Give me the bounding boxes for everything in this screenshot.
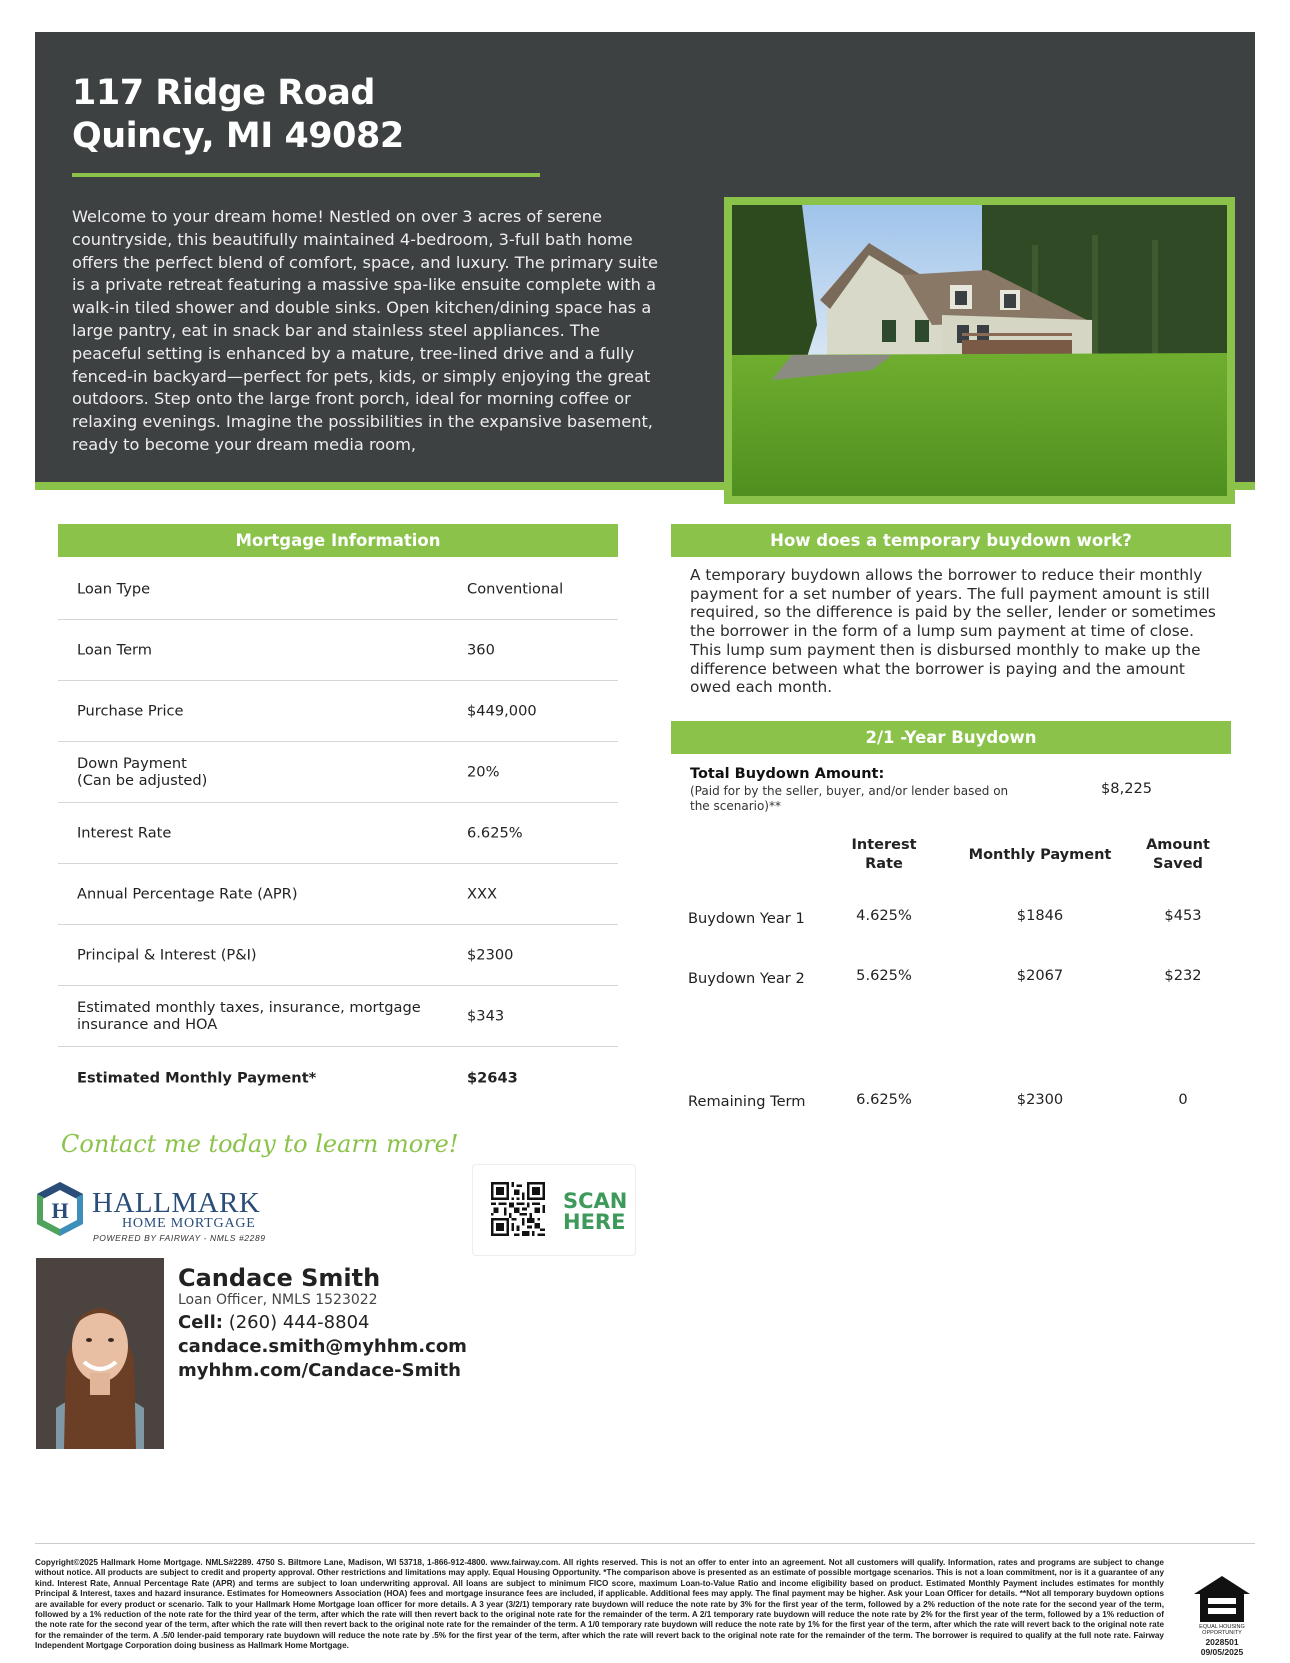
buydown-row-monthly: $2300 xyxy=(1016,1091,1064,1108)
legal-disclaimer: Copyright©2025 Hallmark Home Mortgage. NMLS#2289. 4750 S. Biltmore Lane, Madison, WI 53718, 1-866-912-4800. www.fairway.com. All rights reserved. This is not an offer to enter into an agreement. Not all customers will qualify. Information, rates and programs are subject to change without notice. All products are subject to credit and property approval. Other restrictions and limitations may apply. Equal Housing Opportunity. *The comparison above is presented as an estimate of possible mortgage scenarios. This is not a loan commitment, nor is it a guarantee of any kind. Interest Rate, Annual Percentage Rate (APR) and terms are subject to loan underwriting approval. All loans are subject to minimum FICO score, maximum Loan-to-Value Ratio and income eligibility based on product. Estimated Monthly Payment includes estimates for monthly Principal & Interest, taxes and hazard insurance. Estimates for Homeowners Association (HOA) fees and mortgage insurance fees are included, if applicable. Additional fees may apply. The final payment may be higher. Ask your Loan Officer for details. **Not all temporary buydown options are available for every product or scenario. Talk to your Hallmark Home Mortgage loan officer for more details. A 3 year (3/2/1) temporary rate buydown will reduce the note rate by 3% for the first year of the term, followed by a 2% reduction of the note rate for the second year of the term, followed by a 1% reduction of the note rate for the third year of the term, after which the rate will then revert back to the original note rate for the remainder of the term. A 2/1 temporary rate buydown will reduce the note rate by 2% for the first year of the term, followed by a 1% reduction of the note rate for the second year of the term, after which the rate will then revert back to the original note rate for the remainder of the term. A 1/0 temporary rate buydown will reduce the note rate by 1% for the first year of the term, after which the rate will revert back to the original note rate for the remainder of the term. A .5/0 lender-paid temporary rate buydown will reduce the note rate by .5% for the first year of the term, after which the rate will revert back to the original note rate for the remainder of the term. The borrower is required to qualify at the full note rate. Fairway Independent Mortgage Corporation doing business as Hallmark Home Mortgage. xyxy=(35,1558,1164,1651)
address-line-2: Quincy, MI 49082 xyxy=(72,116,404,156)
buydown-row-label: Remaining Term xyxy=(688,1093,806,1110)
logo-name: HALLMARK xyxy=(92,1187,261,1219)
row-label: Loan Type xyxy=(77,580,151,598)
mortgage-row-monthly-payment xyxy=(58,1047,618,1108)
row-value: Conventional xyxy=(467,580,564,598)
mortgage-info-table xyxy=(58,559,618,1108)
row-value: 6.625% xyxy=(467,824,523,842)
mortgage-row-purchase-price xyxy=(58,681,618,742)
col-header-amount-saved: Amount Saved xyxy=(1146,837,1210,872)
buydown-row-monthly: $2067 xyxy=(1016,967,1064,984)
buydown-row-rate: 4.625% xyxy=(856,907,912,924)
loan-officer-email[interactable]: candace.smith@myhhm.com xyxy=(178,1336,467,1357)
buydown-info-heading: How does a temporary buydown work? xyxy=(671,524,1231,557)
buydown-row-saved: $232 xyxy=(1164,967,1202,984)
title-underline xyxy=(72,173,540,177)
scan-label[interactable]: HERE xyxy=(563,1210,626,1234)
mortgage-row-loan-term xyxy=(58,620,618,681)
mortgage-row-interest-rate xyxy=(58,803,618,864)
loan-officer-name: Candace Smith xyxy=(178,1264,381,1292)
buydown-row-rate: 6.625% xyxy=(856,1091,912,1108)
row-label: Annual Percentage Rate (APR) xyxy=(77,885,298,903)
mortgage-row-down-payment xyxy=(58,742,618,803)
buydown-explanation: A temporary buydown allows the borrower to reduce their monthly payment for a set number of years. The full payment amount is still required, so the difference is paid by the seller, lender or sometimes the borrower in the form of a lump sum payment at time of close. This lump sum payment then is disbursed monthly to make up the difference between what the borrower is paying and the amount owed each month. xyxy=(690,566,1216,697)
buydown-table-heading: 2/1 -Year Buydown xyxy=(671,721,1231,754)
buydown-row-saved: 0 xyxy=(1178,1091,1188,1108)
col-header-interest-rate: Interest Rate xyxy=(851,837,917,872)
logo-subtitle: HOME MORTGAGE xyxy=(122,1216,256,1231)
equal-housing-house-icon xyxy=(1192,1574,1252,1624)
mortgage-row-principal-interest xyxy=(58,925,618,986)
property-description: Welcome to your dream home! Nestled on over 3 acres of serene countryside, this beautifully maintained 4-bedroom, 3-full bath home offers the perfect blend of comfort, space, and luxury. The primary suite is a private retreat featuring a massive spa-like ensuite complete with a walk-in tiled shower and double sinks. Open kitchen/dining space has a large pantry, eat in snack bar and stainless steel appliances. The peaceful setting is enhanced by a mature, tree-lined drive and a fully fenced-in backyard—perfect for pets, kids, or simply enjoying the great outdoors. Step onto the large front porch, ideal for morning coffee or relaxing evenings. Imagine the possibilities in the expansive basement, ready to become your dream media room, xyxy=(72,207,658,454)
buydown-row-rate: 5.625% xyxy=(856,967,912,984)
document-number: 2028501 xyxy=(1205,1637,1239,1647)
loan-officer-photo xyxy=(36,1258,164,1449)
buydown-row-label: Buydown Year 1 xyxy=(688,910,805,927)
document-date: 09/05/2025 xyxy=(1200,1647,1244,1657)
mortgage-row-taxes-insurance xyxy=(58,986,618,1047)
row-label: Principal & Interest (P&I) xyxy=(77,946,257,964)
property-photo xyxy=(732,205,1227,496)
row-label: Purchase Price xyxy=(77,702,184,720)
row-value: 20% xyxy=(467,763,500,781)
logo-powered-by: POWERED BY FAIRWAY - NMLS #2289 xyxy=(93,1233,266,1243)
total-buydown-value: $8,225 xyxy=(1101,780,1153,797)
buydown-row-monthly: $1846 xyxy=(1016,907,1064,924)
qr-code-icon[interactable] xyxy=(491,1182,545,1236)
row-value: 360 xyxy=(467,641,495,659)
svg-text:H: H xyxy=(51,1198,69,1223)
row-value: $2300 xyxy=(467,946,514,964)
footer-divider xyxy=(35,1543,1255,1544)
contact-cta: Contact me today to learn more! xyxy=(61,1130,459,1158)
row-label: Estimated Monthly Payment* xyxy=(77,1069,317,1086)
total-buydown-note: (Paid for by the seller, buyer, and/or lender based on the scenario)** xyxy=(690,784,1009,813)
row-label: Loan Term xyxy=(77,641,153,659)
mortgage-row-apr xyxy=(58,864,618,925)
loan-officer-title: Loan Officer, NMLS 1523022 xyxy=(178,1292,378,1308)
row-label: Down Payment (Can be adjusted) xyxy=(77,755,208,789)
mortgage-info-heading: Mortgage Information xyxy=(58,524,618,557)
mortgage-row-loan-type xyxy=(58,559,618,620)
total-buydown-label: Total Buydown Amount: xyxy=(690,766,885,782)
address-line-1: 117 Ridge Road xyxy=(72,73,375,113)
phone-label: Cell: xyxy=(178,1312,223,1333)
scan-label[interactable]: SCAN xyxy=(563,1189,628,1213)
equal-housing-label: EQUAL HOUSING OPPORTUNITY xyxy=(1199,1624,1245,1636)
buydown-row-saved: $453 xyxy=(1164,907,1202,924)
buydown-row-label: Buydown Year 2 xyxy=(688,970,805,987)
row-value: XXX xyxy=(467,885,497,903)
row-value: $449,000 xyxy=(467,702,537,720)
col-header-monthly-payment: Monthly Payment xyxy=(968,847,1112,863)
row-value: $2643 xyxy=(467,1069,518,1086)
row-label: Estimated monthly taxes, insurance, mortgage insurance and HOA xyxy=(77,999,421,1033)
row-value: $343 xyxy=(467,1007,505,1025)
document-id xyxy=(1180,1637,1264,1657)
row-label: Interest Rate xyxy=(77,824,172,842)
loan-officer-phone[interactable] xyxy=(178,1312,370,1333)
phone-number[interactable]: (260) 444-8804 xyxy=(228,1312,370,1333)
loan-officer-website[interactable]: myhhm.com/Candace-Smith xyxy=(178,1360,461,1381)
